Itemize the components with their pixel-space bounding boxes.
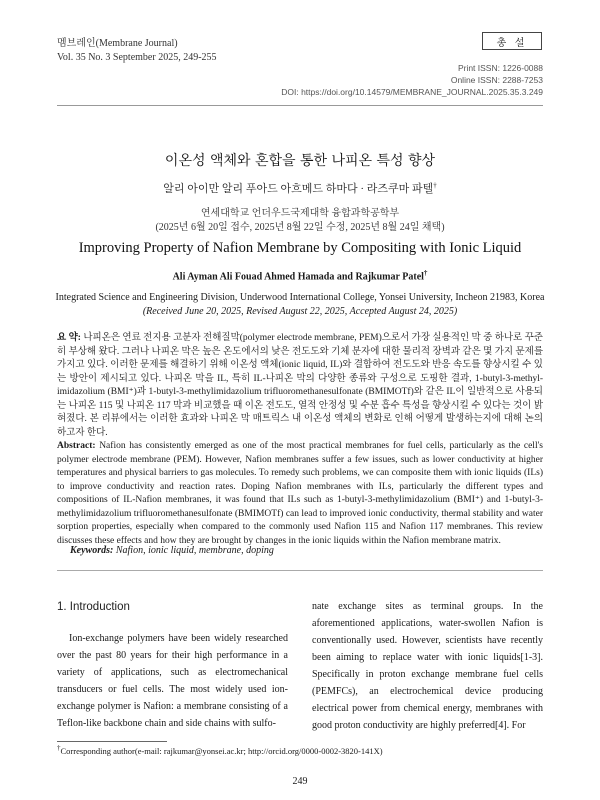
english-abstract bbox=[57, 440, 543, 548]
korean-affiliation: 연세대학교 언더우드국제대학 융합과학공학부 bbox=[200, 208, 400, 219]
journal-name: 멤브레인(Membrane Journal) bbox=[57, 38, 178, 49]
footnote-divider bbox=[57, 741, 167, 742]
online-issn: Online ISSN: 2288-7253 bbox=[450, 75, 543, 85]
footnote-mark: † bbox=[57, 744, 61, 752]
page-number: 249 bbox=[292, 776, 308, 787]
korean-title: 이온성 액체와 혼합을 통한 나피온 특성 향상 bbox=[164, 153, 436, 169]
keywords-text: Nafion, ionic liquid, membrane, doping bbox=[113, 545, 274, 556]
keywords bbox=[70, 545, 274, 556]
english-authors bbox=[40, 269, 560, 282]
english-title: Improving Property of Nafion Membrane by Compositing with Ionic Liquid bbox=[78, 240, 522, 256]
intro-left-column: Ion-exchange polymers have been widely researched over the past 80 years for their high performance in a variety of applications, such as electromechanical transducers or fuel cells. The most widely used ion-exchange polymer is Nafion: a membrane consisting of a Teflon-like backbone chain and side chains with sulfo- bbox=[57, 633, 288, 729]
section-divider bbox=[57, 570, 543, 571]
english-abstract-text: Nafion has consistently emerged as one of the most practical membranes for fuel cells, particularly as the cell's polymer electrode membrane (PEM). However, Nafion membranes suffer a few issues, such as lower conductivity at higher temperatures and physical barriers to gas molecules. To remedy such problems, we can composite them with ionic liquids (ILs) to improve conductivity and reaction rates. Doping Nafion membranes with ILs, particularly the different types and compositions of IL-Nafion membranes, it was found that ILs such as 1-butyl-3-methylimidazolium (BMI⁺) and 1-butyl-3-methylimidazolium trifluoromethanesulfonate (BMIMOTf) can lead to improved ionic conductivity, thermal stability and water sorption properties, especially when compared to the commonly used Nafion 115 and Nafion 117 membranes. This review discusses these effects and how they are brought by changes in the ionic liquids within the Nafion membrane matrix. bbox=[57, 441, 543, 546]
print-issn: Print ISSN: 1226-0088 bbox=[457, 63, 543, 73]
keywords-label: Keywords: bbox=[70, 545, 114, 556]
english-affiliation: Integrated Science and Engineering Division, Underwood International College, Yonsei University, Incheon 21983, Korea bbox=[55, 292, 545, 303]
section-title: 1. Introduction bbox=[57, 601, 130, 613]
volume-line: Vol. 35 No. 3 September 2025, 249-255 bbox=[57, 52, 217, 63]
english-dates: (Received June 20, 2025, Revised August 22, 2025, Accepted August 24, 2025) bbox=[142, 306, 458, 317]
english-abstract-label: Abstract: bbox=[57, 441, 96, 451]
korean-abstract bbox=[57, 332, 543, 440]
author-mark-english: † bbox=[423, 269, 428, 277]
header-divider bbox=[57, 105, 543, 106]
korean-authors-text: 알리 아이만 알리 푸아드 아흐메드 하마다 · 라즈쿠마 파텔 bbox=[163, 183, 434, 195]
korean-abstract-label: 요 약: bbox=[57, 333, 81, 343]
korean-abstract-text: 나피온은 연료 전지용 고분자 전해질막(polymer electrode membrane, PEM)으로서 가장 실용적인 막 중 하나로 꾸준히 부상해 왔다. 그러나 나피온 막은 높은 온도에서의 낮은 전도도와 기체 분자에 대한 물리적 장벽과 같은 몇 가지 문제를 가지고 있다. 이러한 문제를 해결하기 위해 이온성 액체(ionic liquid, IL)와 결합하여 전도도와 반응 속도를 향상시킬 수 있는 방안이 제시되고 있다. 나피온 막을 IL, 특히 IL-나피온 막의 다양한 종류와 구성으로 도핑한 결과, 1-butyl-3-methyl-imidazolium (BMI⁺)과 1-butyl-3-methylimidazolium trifluoromethanesulfonate (BMIMOTf)와 같은 IL이 일반적으로 사용되는 나피온 115 및 나피온 117 막과 비교했을 때 이온 전도도, 열적 안정성 및 수분 흡수 특성을 향상시킬 수 있다는 것이 밝혀졌다. 본 리뷰에서는 이러한 효과와 나피온 막 매트릭스 내 이온성 액체의 변화로 인해 어떻게 발생하는지에 대해 논의하고자 한다. bbox=[57, 333, 543, 438]
footnote-text: Corresponding author(e-mail: rajkumar@yonsei.ac.kr; http://orcid.org/0000-0002-3820-141X) bbox=[60, 745, 383, 756]
article-type-badge: 총 설 bbox=[482, 32, 542, 50]
footnote bbox=[57, 744, 383, 756]
doi-link[interactable]: DOI: https://doi.org/10.14579/MEMBRANE_JOURNAL.2025.35.3.249 bbox=[281, 87, 543, 97]
author-mark: † bbox=[433, 181, 437, 190]
korean-dates: (2025년 6월 20일 접수, 2025년 8월 22일 수정, 2025년 8월 24일 채택) bbox=[155, 222, 445, 233]
english-authors-text: Ali Ayman Ali Fouad Ahmed Hamada and Rajkumar Patel bbox=[172, 271, 424, 283]
korean-authors bbox=[40, 180, 560, 196]
intro-right-column: nate exchange sites as terminal groups. In the aforementioned applications, water-swollen Nafion is conventionally used. However, scientists have recently been aiming to replace water with ionic liquids[1-3]. Specifically in proton exchange membrane fuel cells (PEMFCs), an electrochemical device producing electrical power from chemical energy, membranes with good proton conductivity are highly preferred[4]. For bbox=[312, 601, 543, 731]
